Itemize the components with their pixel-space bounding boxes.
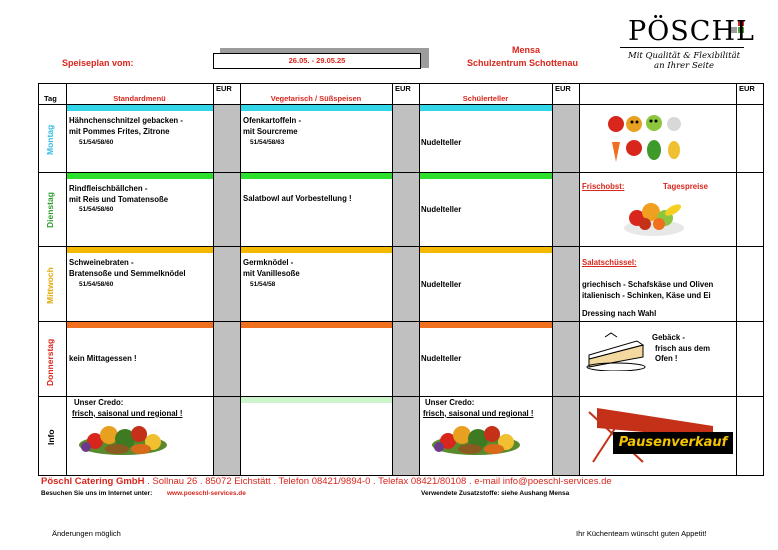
- day-label-dienstag: Dienstag: [45, 192, 55, 228]
- pausenverkauf-logo: [583, 402, 735, 474]
- footer-company-line: [41, 476, 612, 487]
- footer-additives: Verwendete Zusatzstoffe: siehe Aushang Mensa: [421, 490, 570, 497]
- standard-dish-mo: Hähnchenschnitzel gebacken - mit Pommes Frites, Zitrone: [69, 116, 183, 136]
- standard-codes-mi: 51/54/58/60: [79, 281, 114, 288]
- col-header-tag: Tag: [44, 94, 57, 103]
- location-line1: Mensa: [512, 45, 541, 55]
- footer-greeting: Ihr Küchenteam wünscht guten Appetit!: [576, 529, 707, 538]
- eur-header-2: EUR: [395, 84, 411, 93]
- credo-schueler: Unser Credo: frisch, saisonal und regional !: [423, 398, 534, 418]
- veg-dish-mo: Ofenkartoffeln - mit Sourcreme: [243, 116, 302, 136]
- eur-col-3: [552, 104, 579, 475]
- row-color-bar: [420, 105, 552, 111]
- eur-header-4: EUR: [739, 84, 755, 93]
- schueler-dish-mo: Nudelteller: [421, 138, 462, 147]
- plan-label: Speiseplan vom:: [62, 58, 134, 68]
- veg-codes-mi: 51/54/58: [250, 281, 276, 288]
- fruit-plate-image: [623, 196, 685, 238]
- standard-dish-do: kein Mittagessen !: [69, 354, 137, 363]
- col-header-schueler: Schülerteller: [462, 94, 509, 103]
- eur-header-3: EUR: [555, 84, 571, 93]
- day-label-mittwoch: Mittwoch: [45, 267, 55, 304]
- eur-col-2: [392, 104, 419, 475]
- footer-visit-label: Besuchen Sie uns im Internet unter:: [41, 490, 153, 497]
- col-header-standard: Standardmenü: [113, 94, 166, 103]
- logo-tagline1: Mit Qualität & Flexibilität: [627, 51, 740, 61]
- veg-dish-mi: Germknödel - mit Vanillesoße: [243, 258, 300, 278]
- footer-address: . Sollnau 26 . 85072 Eichstätt . Telefon 08421/9894-0 . Telefax 08421/80108 . e-mail info@poeschl-services.de: [144, 476, 612, 487]
- salat-option-1: griechisch - Schafskäse und Oliven: [582, 280, 714, 289]
- row-color-bar: [241, 322, 392, 328]
- date-range: 26.05. - 29.05.25: [213, 53, 421, 69]
- veg-codes-mo: 51/54/58/63: [250, 139, 285, 146]
- frischobst-label: Frischobst:: [582, 182, 625, 191]
- credo-std: Unser Credo: frisch, saisonal und regional !: [72, 398, 183, 418]
- cake-slice-image: [585, 331, 647, 371]
- row-color-bar: [420, 322, 552, 328]
- row-color-bar: [241, 247, 392, 253]
- standard-codes-mo: 51/54/58/60: [79, 139, 114, 146]
- vegetable-basket-image-2: [430, 421, 522, 457]
- eur-col-1: [213, 104, 240, 475]
- col-header-veg: Vegetarisch / Süßspeisen: [270, 94, 362, 103]
- day-label-info: Info: [46, 429, 56, 445]
- location-line2: Schulzentrum Schottenau: [467, 58, 579, 68]
- row-color-bar: [67, 322, 213, 328]
- schueler-dish-di: Nudelteller: [421, 205, 462, 214]
- standard-codes-di: 51/54/58/60: [79, 206, 114, 213]
- schueler-dish-mi: Nudelteller: [421, 280, 462, 289]
- row-color-bar: [420, 247, 552, 253]
- veg-dish-di: Salatbowl auf Vorbestellung !: [243, 194, 352, 203]
- footer-website-link[interactable]: www.poeschl-services.de: [167, 490, 246, 497]
- salat-title: Salatschüssel:: [582, 258, 637, 267]
- day-label-montag: Montag: [45, 124, 55, 155]
- salat-option-2: italienisch - Schinken, Käse und Ei: [582, 291, 711, 300]
- schueler-dish-do: Nudelteller: [421, 354, 462, 363]
- vegetable-basket-image: [77, 421, 169, 457]
- gebaeck-text: Gebäck - frisch aus dem Ofen !: [652, 333, 711, 363]
- tagespreise-label: Tagespreise: [663, 182, 708, 191]
- footer-changes: Änderungen möglich: [52, 529, 121, 538]
- day-label-donnerstag: Donnerstag: [45, 338, 55, 386]
- row-color-bar: [241, 173, 392, 179]
- vegetable-characters-image: [604, 112, 686, 164]
- row-color-bar: [420, 173, 552, 179]
- eur-header-1: EUR: [216, 84, 232, 93]
- dressing-label: Dressing nach Wahl: [582, 309, 657, 318]
- standard-dish-di: Rindfleischbällchen - mit Reis und Tomatensoße: [69, 184, 169, 204]
- standard-dish-mi: Schweinebraten - Bratensoße und Semmelknödel: [69, 258, 186, 278]
- row-color-bar: [67, 247, 213, 253]
- pausenverkauf-text: Pausenverkauf: [618, 435, 728, 450]
- row-color-bar: [67, 105, 213, 111]
- footer-company: Pöschl Catering GmbH: [41, 476, 145, 487]
- row-color-bar: [241, 105, 392, 111]
- logo-tagline2: an Ihrer Seite: [654, 61, 714, 71]
- row-color-bar: [67, 173, 213, 179]
- logo-wordmark: PÖSCHL: [628, 16, 755, 47]
- row-color-bar: [241, 397, 392, 403]
